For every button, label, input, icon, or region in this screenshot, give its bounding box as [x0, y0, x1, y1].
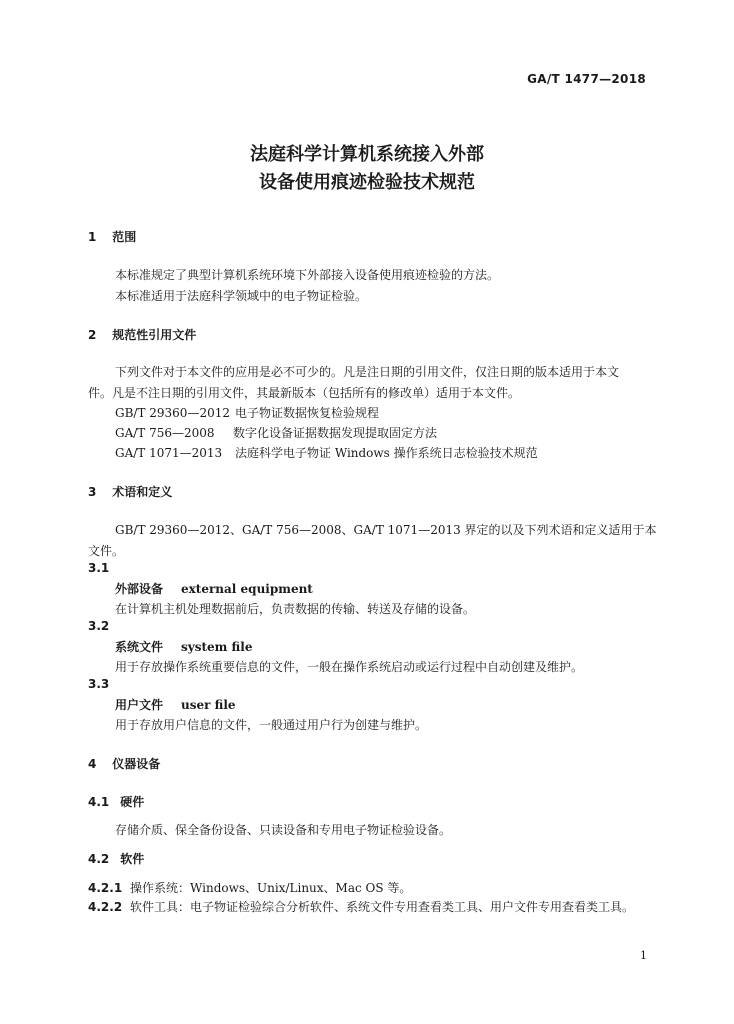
- paragraph-continuation: 件。凡是不注日期的引用文件，其最新版本（包括所有的修改单）适用于本文件。: [88, 386, 521, 400]
- reference-title: 电子物证数据恢复检验规程: [235, 406, 380, 420]
- clause-number: 4.2.1: [88, 881, 123, 895]
- term-number: 3.1: [88, 561, 110, 575]
- section-heading-scope: [88, 228, 136, 245]
- paragraph: 存储介质、保全备份设备、只读设备和专用电子物证检验设备。: [115, 823, 452, 837]
- paragraph: 本标准适用于法庭科学领域中的电子物证检验。: [115, 289, 368, 303]
- section-title: 术语和定义: [112, 485, 173, 499]
- subsection-heading-hardware: [88, 793, 144, 810]
- term-number: 3.2: [88, 619, 110, 633]
- document-title-line1: 法庭科学计算机系统接入外部: [250, 144, 484, 165]
- term-definition: 在计算机主机处理数据前后，负责数据的传输、转送及存储的设备。: [115, 602, 476, 616]
- term-en: user file: [181, 698, 236, 712]
- term-en: system file: [181, 640, 253, 654]
- clause-number: 4.2.2: [88, 900, 123, 914]
- reference-item: [115, 404, 379, 421]
- reference-code: GB/T 29360—2012: [115, 406, 230, 420]
- section-title: 规范性引用文件: [112, 328, 197, 342]
- reference-item: [115, 424, 437, 441]
- page-number: 1: [640, 949, 647, 962]
- section-title: 仪器设备: [112, 757, 161, 771]
- term-definition: 用于存放操作系统重要信息的文件，一般在操作系统启动或运行过程中自动创建及维护。: [115, 660, 584, 674]
- paragraph: GB/T 29360—2012、GA/T 756—2008、GA/T 1071—2013 界定的以及下列术语和定义适用于本: [115, 523, 657, 537]
- section-number: 3: [88, 485, 97, 499]
- term-definition: 用于存放用户信息的文件，一般通过用户行为创建与维护。: [115, 718, 428, 732]
- document-title-line2: 设备使用痕迹检验技术规范: [259, 172, 475, 193]
- term-zh: 外部设备: [115, 582, 164, 596]
- section-title: 范围: [112, 230, 137, 244]
- term-heading: [115, 696, 236, 713]
- term-number: 3.3: [88, 677, 110, 691]
- clause-4-2-2: [88, 898, 634, 915]
- section-heading-normative-references: [88, 326, 196, 343]
- term-zh: 系统文件: [115, 640, 164, 654]
- section-number: 4: [88, 757, 97, 771]
- reference-title: 法庭科学电子物证 Windows 操作系统日志检验技术规范: [235, 446, 538, 460]
- term-heading: [115, 638, 252, 655]
- reference-code: GA/T 756—2008: [115, 426, 215, 440]
- subsection-title: 软件: [120, 852, 145, 866]
- section-number: 2: [88, 328, 97, 342]
- clause-text: 操作系统：Windows、Unix/Linux、Mac OS 等。: [130, 881, 412, 895]
- paragraph: 本标准规定了典型计算机系统环境下外部接入设备使用痕迹检验的方法。: [115, 268, 500, 282]
- paragraph: 下列文件对于本文件的应用是必不可少的。凡是注日期的引用文件，仅注日期的版本适用于本文: [115, 365, 620, 379]
- clause-text: 软件工具：电子物证检验综合分析软件、系统文件专用查看类工具、用户文件专用查看类工具。: [130, 900, 635, 914]
- term-zh: 用户文件: [115, 698, 164, 712]
- section-heading-instruments: [88, 755, 160, 772]
- reference-item: [115, 444, 538, 461]
- subsection-number: 4.2: [88, 852, 110, 866]
- paragraph-continuation: 文件。: [88, 544, 125, 558]
- subsection-title: 硬件: [120, 795, 145, 809]
- term-heading: [115, 580, 313, 597]
- standard-code: GA/T 1477—2018: [527, 72, 646, 86]
- subsection-number: 4.1: [88, 795, 110, 809]
- term-en: external equipment: [181, 582, 313, 596]
- reference-code: GA/T 1071—2013: [115, 446, 223, 460]
- subsection-heading-software: [88, 850, 144, 867]
- clause-4-2-1: [88, 879, 411, 896]
- section-heading-terms-definitions: [88, 483, 172, 500]
- reference-title: 数字化设备证据数据发现提取固定方法: [233, 426, 438, 440]
- section-number: 1: [88, 230, 97, 244]
